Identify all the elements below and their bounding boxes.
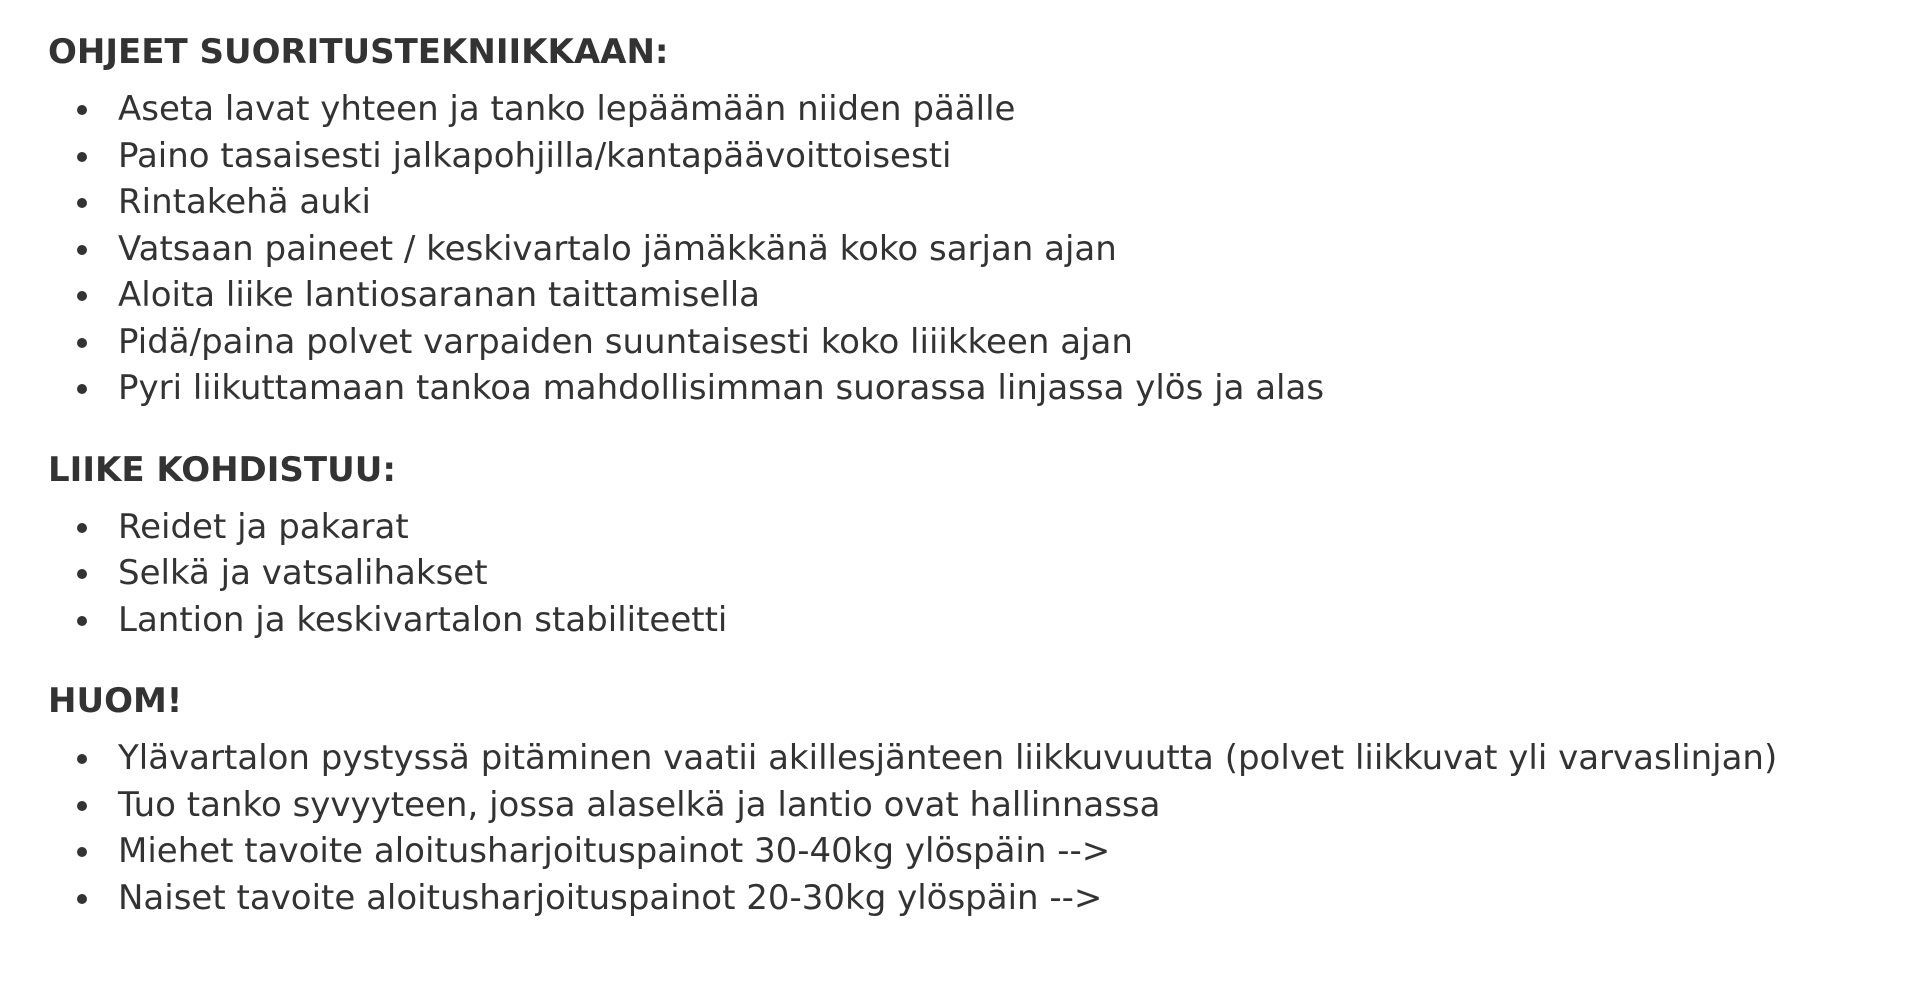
list-item (48, 272, 1848, 319)
list-item (48, 875, 1848, 922)
list-item-text: Selkä ja vatsalihakset (118, 553, 488, 593)
note-list (48, 735, 1848, 921)
bullet-icon (77, 523, 87, 533)
list-item (48, 365, 1848, 412)
instructions-content (48, 30, 1848, 921)
list-item-text: Pyri liikuttamaan tankoa mahdollisimman suorassa linjassa ylös ja alas (118, 368, 1325, 408)
list-item (48, 782, 1848, 829)
technique-list (48, 86, 1848, 412)
bullet-icon (77, 894, 87, 904)
technique-heading: OHJEET SUORITUSTEKNIIKKAAN: (48, 32, 669, 72)
list-item-text: Miehet tavoite aloitusharjoituspainot 30-40kg ylöspäin --> (118, 831, 1111, 871)
list-item (48, 828, 1848, 875)
list-item (48, 504, 1848, 551)
note-section (48, 679, 1848, 921)
bullet-icon (77, 291, 87, 301)
target-muscles-list (48, 504, 1848, 644)
technique-section (48, 30, 1848, 412)
bullet-icon (77, 569, 87, 579)
list-item-text: Aloita liike lantiosaranan taittamisella (118, 275, 761, 315)
bullet-icon (77, 245, 87, 255)
bullet-icon (77, 105, 87, 115)
bullet-icon (77, 384, 87, 394)
list-item (48, 179, 1848, 226)
bullet-icon (77, 152, 87, 162)
list-item-text: Reidet ja pakarat (118, 506, 409, 547)
bullet-icon (77, 616, 87, 626)
list-item (48, 226, 1848, 273)
list-item-text: Pidä/paina polvet varpaiden suuntaisesti koko liiikkeen ajan (118, 321, 1133, 362)
list-item (48, 133, 1848, 180)
list-item (48, 550, 1848, 597)
target-muscles-heading: LIIKE KOHDISTUU: (48, 449, 396, 490)
list-item (48, 735, 1848, 782)
list-item-text: Vatsaan paineet / keskivartalo jämäkkänä koko sarjan ajan (118, 228, 1117, 269)
bullet-icon (77, 847, 87, 857)
target-muscles-section (48, 448, 1848, 644)
list-item-text: Naiset tavoite aloitusharjoituspainot 20-30kg ylöspäin --> (118, 877, 1103, 918)
list-item (48, 86, 1848, 133)
list-item-text: Aseta lavat yhteen ja tanko lepäämään niiden päälle (118, 89, 1016, 129)
note-heading: HUOM! (48, 681, 183, 721)
list-item-text: Paino tasaisesti jalkapohjilla/kantapäävoittoisesti (118, 135, 952, 176)
list-item (48, 597, 1848, 644)
list-item-text: Tuo tanko syvyyteen, jossa alaselkä ja lantio ovat hallinnassa (118, 784, 1161, 825)
bullet-icon (77, 338, 87, 348)
list-item-text: Rintakehä auki (118, 182, 371, 222)
bullet-icon (77, 801, 87, 811)
list-item-text: Ylävartalon pystyssä pitäminen vaatii akillesjänteen liikkuvuutta (polvet liikkuvat yli varvaslinjan) (118, 738, 1778, 778)
list-item (48, 319, 1848, 366)
bullet-icon (77, 198, 87, 208)
bullet-icon (77, 754, 87, 764)
list-item-text: Lantion ja keskivartalon stabiliteetti (118, 599, 728, 640)
